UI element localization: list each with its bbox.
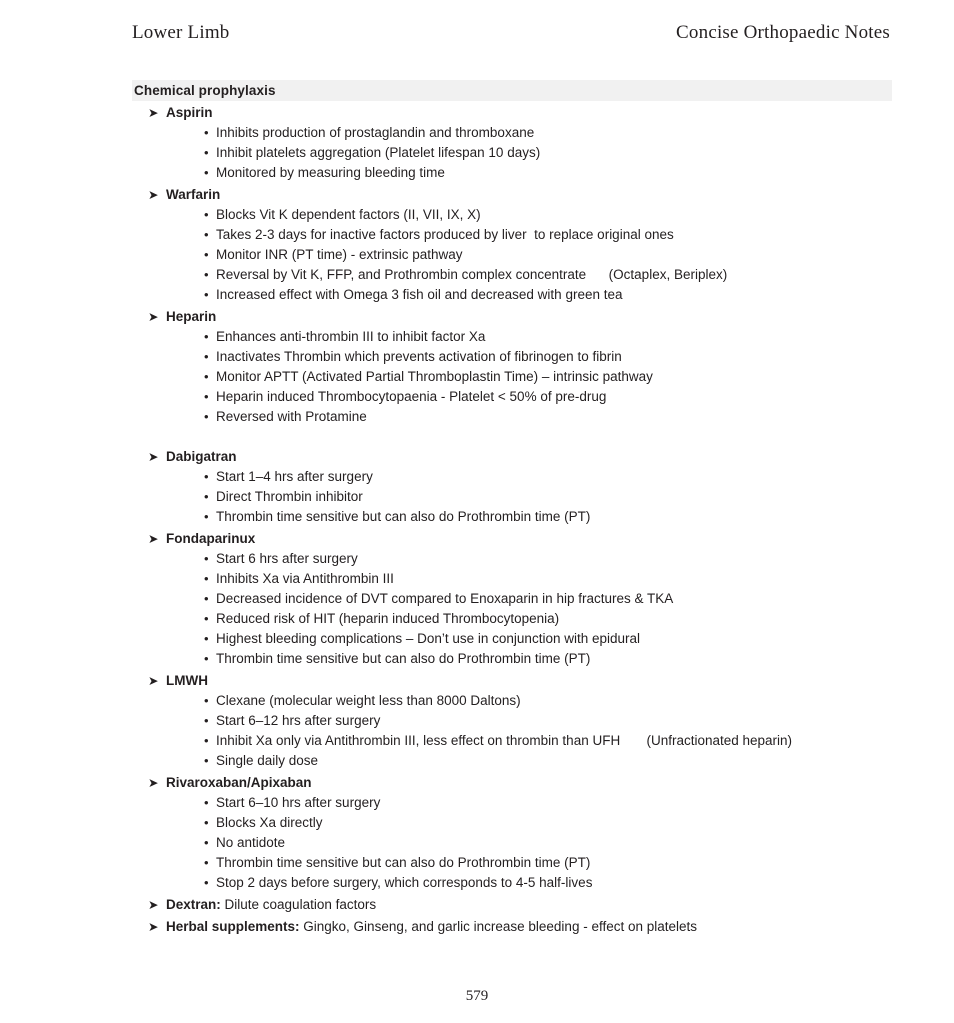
list-item xyxy=(132,367,892,387)
bullet-icon: • xyxy=(204,349,209,364)
list-item-text: Heparin induced Thrombocytopaenia - Platelet < 50% of pre-drug xyxy=(216,389,607,404)
list-item xyxy=(132,589,892,609)
header-left-title: Lower Limb xyxy=(132,22,230,43)
list-item xyxy=(132,731,892,751)
list-item-text: Stop 2 days before surgery, which corresponds to 4-5 half-lives xyxy=(216,875,593,890)
group-heading-row xyxy=(132,447,892,467)
list-item-text: Start 1–4 hrs after surgery xyxy=(216,469,373,484)
list-item-text: Monitor INR (PT time) - extrinsic pathway xyxy=(216,247,463,262)
group-heading-text xyxy=(166,185,220,205)
bullet-icon: • xyxy=(204,409,209,424)
list-item xyxy=(132,487,892,507)
group-label: Heparin xyxy=(166,309,217,324)
bullet-icon: • xyxy=(204,145,209,160)
list-item xyxy=(132,569,892,589)
list-item-text: Direct Thrombin inhibitor xyxy=(216,489,363,504)
group-heading-row xyxy=(132,773,892,793)
list-item-text: Takes 2-3 days for inactive factors produced by liver to replace original ones xyxy=(216,227,674,242)
content-group xyxy=(132,447,892,527)
group-label: Fondaparinux xyxy=(166,531,256,546)
group-heading-row xyxy=(132,671,892,691)
list-item xyxy=(132,407,892,427)
bullet-icon: • xyxy=(204,247,209,262)
group-heading-text xyxy=(166,671,208,691)
bullet-icon: • xyxy=(204,835,209,850)
list-item xyxy=(132,609,892,629)
bullet-icon: • xyxy=(204,815,209,830)
list-item xyxy=(132,813,892,833)
list-item-text: Thrombin time sensitive but can also do Prothrombin time (PT) xyxy=(216,855,591,870)
list-item xyxy=(132,649,892,669)
bullet-icon: • xyxy=(204,611,209,626)
list-item xyxy=(132,873,892,893)
content-group xyxy=(132,529,892,669)
arrow-bullet-icon: ➤ xyxy=(148,188,159,202)
list-item xyxy=(132,285,892,305)
list-item xyxy=(132,387,892,407)
bullet-icon: • xyxy=(204,227,209,242)
content-group xyxy=(132,307,892,445)
content-group xyxy=(132,895,892,915)
list-item xyxy=(132,143,892,163)
list-item-text: Increased effect with Omega 3 fish oil and decreased with green tea xyxy=(216,287,623,302)
list-item xyxy=(132,793,892,813)
list-item-text: Inhibits Xa via Antithrombin III xyxy=(216,571,394,586)
arrow-bullet-icon: ➤ xyxy=(148,898,159,912)
list-item-text: Inhibit Xa only via Antithrombin III, less effect on thrombin than UFH (Unfractionated heparin) xyxy=(216,733,793,748)
list-item-text: Inhibit platelets aggregation (Platelet lifespan 10 days) xyxy=(216,145,541,160)
bullet-icon: • xyxy=(204,855,209,870)
list-item-text: Monitor APTT (Activated Partial Thromboplastin Time) – intrinsic pathway xyxy=(216,369,653,384)
bullet-icon: • xyxy=(204,875,209,890)
group-label: Herbal supplements: xyxy=(166,919,300,934)
bullet-list xyxy=(132,205,892,305)
list-item xyxy=(132,347,892,367)
content-group xyxy=(132,185,892,305)
list-item xyxy=(132,467,892,487)
list-item-text: Inactivates Thrombin which prevents activation of fibrinogen to fibrin xyxy=(216,349,622,364)
list-item-text: Blocks Vit K dependent factors (II, VII, IX, X) xyxy=(216,207,481,222)
bullet-list xyxy=(132,123,892,183)
bullet-icon: • xyxy=(204,207,209,222)
list-item xyxy=(132,711,892,731)
arrow-bullet-icon: ➤ xyxy=(148,920,159,934)
content-group xyxy=(132,917,892,937)
bullet-icon: • xyxy=(204,571,209,586)
list-item-text: Reversed with Protamine xyxy=(216,409,367,424)
list-item-text: Monitored by measuring bleeding time xyxy=(216,165,445,180)
bullet-icon: • xyxy=(204,795,209,810)
list-item-text: Enhances anti-thrombin III to inhibit factor Xa xyxy=(216,329,486,344)
bullet-icon: • xyxy=(204,651,209,666)
bullet-icon: • xyxy=(204,267,209,282)
content-groups xyxy=(132,103,892,937)
bullet-icon: • xyxy=(204,469,209,484)
arrow-bullet-icon: ➤ xyxy=(148,674,159,688)
list-item-text: Thrombin time sensitive but can also do Prothrombin time (PT) xyxy=(216,509,591,524)
page-header xyxy=(132,22,890,44)
bullet-list xyxy=(132,549,892,669)
list-item-text: Highest bleeding complications – Don’t use in conjunction with epidural xyxy=(216,631,640,646)
list-item xyxy=(132,245,892,265)
list-item-text: Decreased incidence of DVT compared to Enoxaparin in hip fractures & TKA xyxy=(216,591,674,606)
bullet-icon: • xyxy=(204,389,209,404)
list-item xyxy=(132,833,892,853)
list-item xyxy=(132,265,892,285)
list-item-text: Clexane (molecular weight less than 8000 Daltons) xyxy=(216,693,521,708)
page-number: 579 xyxy=(465,988,489,1004)
group-label: Aspirin xyxy=(166,105,213,120)
group-heading-text xyxy=(166,103,213,123)
list-item-text: Blocks Xa directly xyxy=(216,815,323,830)
list-item xyxy=(132,853,892,873)
content-group xyxy=(132,773,892,893)
list-item-text: Start 6–12 hrs after surgery xyxy=(216,713,381,728)
group-inline-text: Dilute coagulation factors xyxy=(220,897,377,912)
list-item xyxy=(132,225,892,245)
group-heading-text xyxy=(166,773,312,793)
bullet-icon: • xyxy=(204,591,209,606)
group-label: Rivaroxaban/Apixaban xyxy=(166,775,312,790)
bullet-icon: • xyxy=(204,287,209,302)
bullet-icon: • xyxy=(204,369,209,384)
group-label: Warfarin xyxy=(166,187,221,202)
list-item xyxy=(132,691,892,711)
list-item-text: Reduced risk of HIT (heparin induced Thrombocytopenia) xyxy=(216,611,560,626)
group-heading-row xyxy=(132,307,892,327)
group-heading-text xyxy=(166,895,376,915)
bullet-icon: • xyxy=(204,165,209,180)
bullet-icon: • xyxy=(204,631,209,646)
arrow-bullet-icon: ➤ xyxy=(148,106,159,120)
list-item xyxy=(132,751,892,771)
group-heading-row xyxy=(132,917,892,937)
bullet-icon: • xyxy=(204,509,209,524)
group-heading-row xyxy=(132,895,892,915)
group-heading-row xyxy=(132,103,892,123)
list-item-text: Inhibits production of prostaglandin and thromboxane xyxy=(216,125,535,140)
header-right-title: Concise Orthopaedic Notes xyxy=(676,22,890,43)
bullet-icon: • xyxy=(204,551,209,566)
list-item xyxy=(132,507,892,527)
list-item xyxy=(132,163,892,183)
list-item-text: No antidote xyxy=(216,835,286,850)
section-title: Chemical prophylaxis xyxy=(132,80,892,101)
vertical-spacer xyxy=(132,427,892,445)
bullet-icon: • xyxy=(204,733,209,748)
bullet-list xyxy=(132,467,892,527)
bullet-icon: • xyxy=(204,329,209,344)
list-item-text: Start 6–10 hrs after surgery xyxy=(216,795,381,810)
group-heading-row xyxy=(132,185,892,205)
arrow-bullet-icon: ➤ xyxy=(148,532,159,546)
bullet-icon: • xyxy=(204,713,209,728)
arrow-bullet-icon: ➤ xyxy=(148,776,159,790)
bullet-icon: • xyxy=(204,125,209,140)
group-heading-text xyxy=(166,917,697,937)
list-item xyxy=(132,205,892,225)
list-item xyxy=(132,629,892,649)
bullet-icon: • xyxy=(204,693,209,708)
arrow-bullet-icon: ➤ xyxy=(148,310,159,324)
list-item-text: Thrombin time sensitive but can also do Prothrombin time (PT) xyxy=(216,651,591,666)
bullet-icon: • xyxy=(204,753,209,768)
bullet-list xyxy=(132,793,892,893)
group-label: LMWH xyxy=(166,673,208,688)
list-item-text: Single daily dose xyxy=(216,753,319,768)
bullet-list xyxy=(132,327,892,427)
group-heading-text xyxy=(166,447,237,467)
content-group xyxy=(132,671,892,771)
arrow-bullet-icon: ➤ xyxy=(148,450,159,464)
page-content xyxy=(132,80,892,937)
group-heading-row xyxy=(132,529,892,549)
list-item-text: Start 6 hrs after surgery xyxy=(216,551,358,566)
content-group xyxy=(132,103,892,183)
group-inline-text: Gingko, Ginseng, and garlic increase bleeding - effect on platelets xyxy=(299,919,698,934)
list-item-text: Reversal by Vit K, FFP, and Prothrombin complex concentrate (Octaplex, Beriplex) xyxy=(216,267,728,282)
group-heading-text xyxy=(166,307,216,327)
bullet-list xyxy=(132,691,892,771)
list-item xyxy=(132,123,892,143)
group-heading-text xyxy=(166,529,255,549)
list-item xyxy=(132,327,892,347)
list-item xyxy=(132,549,892,569)
group-label: Dabigatran xyxy=(166,449,237,464)
bullet-icon: • xyxy=(204,489,209,504)
group-label: Dextran: xyxy=(166,897,221,912)
